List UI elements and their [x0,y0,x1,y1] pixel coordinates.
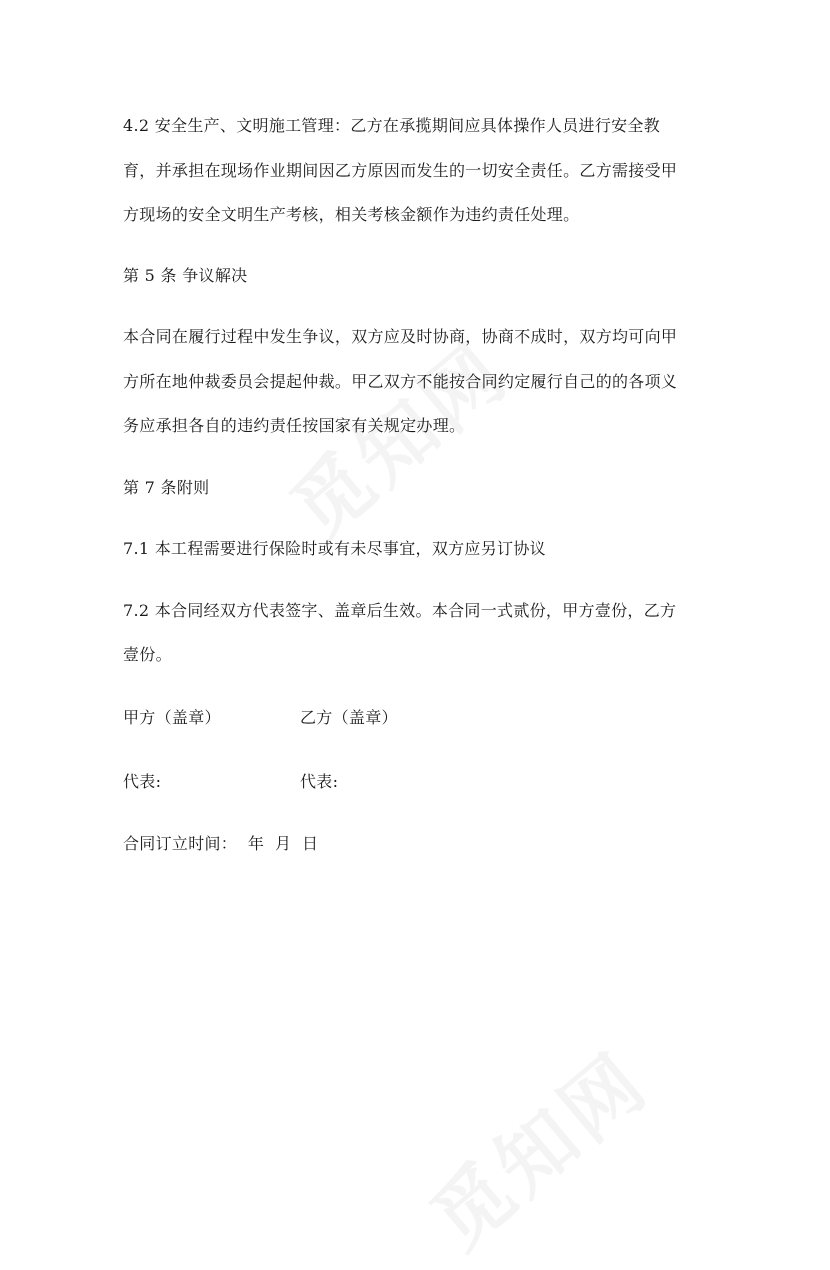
clause-4-2-line-3: 方现场的安全文明生产考核，相关考核金额作为违约责任处理。 [123,205,580,224]
watermark [403,1022,668,1270]
section-7-heading: 第 7 条附则 [123,478,210,497]
party-a-seal-label: 甲方（盖章） [123,708,221,727]
clause-7-1: 7.1 本工程需要进行保险时或有未尽事宜，双方应另订协议 [123,539,546,558]
clause-7-2-line-2: 壹份。 [123,645,172,664]
section-5-heading: 第 5 条 争议解决 [123,266,248,285]
clause-4-2-line-1: 4.2 安全生产、文明施工管理：乙方在承揽期间应具体操作人员进行安全教 [123,116,661,135]
section-5-line-3: 务应承担各自的违约责任按国家有关规定办理。 [123,416,466,435]
clause-7-2-line-1: 7.2 本合同经双方代表签字、盖章后生效。本合同一式贰份，甲方壹份，乙方 [123,601,677,620]
section-5-line-1: 本合同在履行过程中发生争议，双方应及时协商，协商不成时，双方均可向甲 [123,327,678,346]
clause-4-2-line-2: 育，并承担在现场作业期间因乙方原因而发生的一切安全责任。乙方需接受甲 [123,161,678,180]
party-a-representative-label: 代表: [123,772,162,791]
contract-date-line: 合同订立时间： 年 月 日 [123,834,319,853]
section-5-line-2: 方所在地仲裁委员会提起仲裁。甲乙双方不能按合同约定履行自己的的各项义 [123,372,678,391]
party-b-seal-label: 乙方（盖章） [300,708,398,727]
watermark [263,312,528,560]
party-b-representative-label: 代表: [300,772,339,791]
